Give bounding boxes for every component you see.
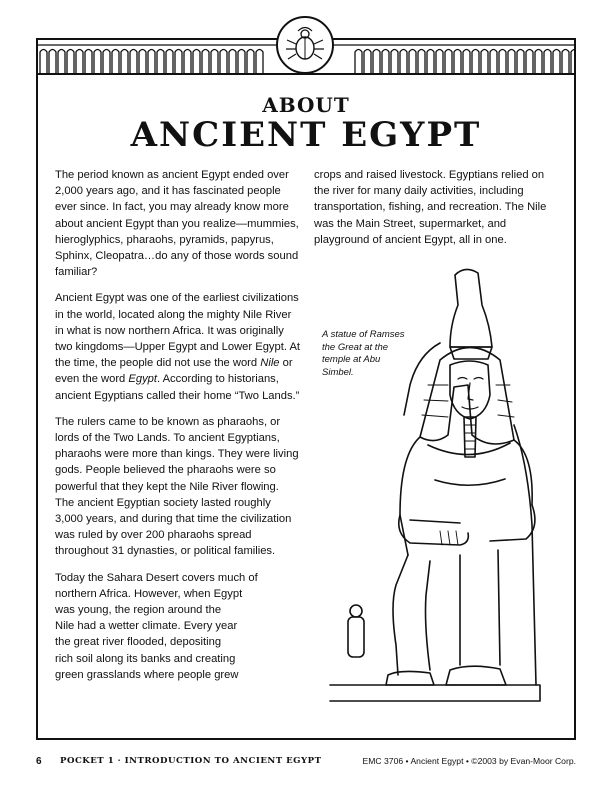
copyright-credit: EMC 3706 • Ancient Egypt • ©2003 by Evan-Moor Corp. bbox=[362, 756, 576, 766]
text-line: the great river flooded, depositing bbox=[55, 636, 222, 649]
text-line: Nile had a wetter climate. Every year bbox=[55, 620, 238, 633]
emphasis-egypt: Egypt bbox=[128, 373, 157, 386]
scarab-icon bbox=[278, 18, 332, 72]
page-footer bbox=[0, 756, 612, 770]
page-number: 6 bbox=[36, 756, 42, 767]
paragraph-text: . According to historians, ancient Egyptians called their home “Two Lands.” bbox=[55, 373, 300, 402]
pocket-label: POCKET 1 · INTRODUCTION TO ANCIENT EGYPT bbox=[60, 756, 322, 766]
left-column bbox=[55, 167, 300, 693]
paragraph-sahara bbox=[55, 570, 300, 683]
statue-caption: A statue of Ramses the Great at the temple at Abu Simbel. bbox=[322, 329, 405, 378]
paragraph-text: or even the word bbox=[55, 357, 293, 386]
title-ancient-egypt: ANCIENT EGYPT bbox=[130, 115, 482, 155]
emphasis-nile: Nile bbox=[260, 357, 280, 370]
paragraph-nile-life: crops and raised livestock. Egyptians relied on the river for many daily activities, including transportation, fishing, and recreation. The Nile was the Main Street, supermarket, and playground of ancient Egypt, all in one. bbox=[314, 169, 547, 246]
text-line: northern Africa. However, when Egypt bbox=[55, 587, 243, 600]
paragraph-text: Ancient Egypt was one of the earliest civilizations in the world, located along the mighty Nile River in what is now northern Africa. It was originally two kingdoms—Upper Egypt and Lower Egypt. At the time, the people did not use the word bbox=[55, 292, 301, 370]
text-line: Today the Sahara Desert covers much of bbox=[55, 571, 258, 584]
text-line: rich soil along its banks and creating bbox=[55, 652, 236, 665]
paragraph-pharaohs: The rulers came to be known as pharaohs, or lords of the Two Lands. To ancient Egyptians, pharaohs were more than kings. They were living gods. People believed the pharaohs were so powerful that they kept the Nile River flowing. The ancient Egyptian society lasted roughly 3,000 years, and during that time the civilization was ruled by over 200 pharaohs spread throughout 31 dynasties, or political families. bbox=[55, 415, 299, 558]
scarab-medallion bbox=[276, 16, 334, 74]
text-line: was young, the region around the bbox=[55, 604, 222, 617]
title-about: ABOUT bbox=[262, 93, 350, 117]
text-line: green grasslands where people grew bbox=[55, 668, 239, 681]
paragraph-civilization bbox=[55, 290, 300, 403]
paragraph-intro: The period known as ancient Egypt ended over 2,000 years ago, and it has fascinated people ever since. In fact, you may already know more about ancient Egypt than you realize—mummies, hieroglyphics, pharaohs, pyramids, papyrus, Sphinx, Cleopatra…do any of those words sound familiar? bbox=[55, 169, 299, 279]
right-column bbox=[314, 167, 549, 258]
